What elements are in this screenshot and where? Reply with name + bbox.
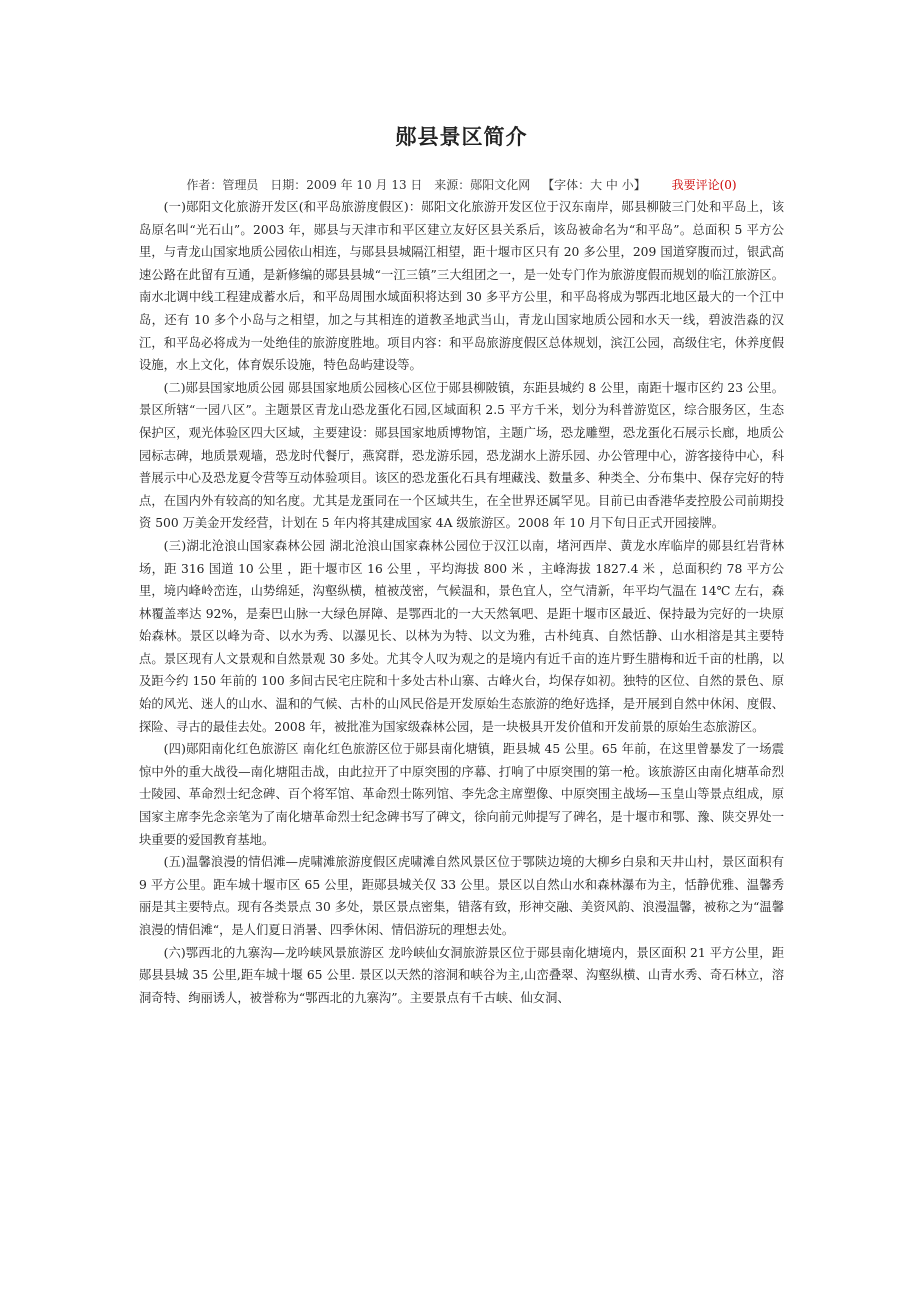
meta-source: 来源：郧阳文化网 [434, 178, 531, 192]
article-body [139, 196, 784, 1009]
meta-author: 作者：管理员 [186, 178, 259, 192]
paragraph: (五)温馨浪漫的情侣滩—虎啸滩旅游度假区虎啸滩自然风景区位于鄂陕边境的大柳乡白泉和天井山村，景区面积有 9 平方公里。距车城十堰市区 65 公里，距郧县城关仅 33 公里。景区以自然山水和森林瀑布为主，恬静优雅、温馨秀丽是其主要特点。现有各类景点 30 多处，景区景点密集，错落有致，形神交融、美资风韵、浪漫温馨，被称之为“温馨浪漫的情侣滩“，是人们夏日消暑、四季休闲、情侣游玩的理想去处。 [139, 855, 784, 937]
paragraph: (三)湖北沧浪山国家森林公园 湖北沧浪山国家森林公园位于汉江以南，堵河西岸、黄龙水库临岸的郧县红岩背林场，距 316 国道 10 公里 ，距十堰市区 16 公里 ，平均海拔 800 米 ，主峰海拔 1827.4 米 ，总面积约 78 平方公里，境内峰岭峦连，山势绵延，沟壑纵横，植被茂密，气候温和，景色宜人，空气清新，年平均气温在 14℃ 左右，森林覆盖率达 92%，是秦巴山脉一大绿色屏障、是鄂西北的一大天然氧吧、是距十堰市区最近、保持最为完好的一块原始森林。景区以峰为奇、以水为秀、以瀑见长、以林为为特、以文为雅，古朴纯真、自然恬静、山水相溶是其主要特点。景区现有人文景观和自然景观 30 多处。尤其令人叹为观之的是境内有近千亩的连片野生腊梅和近千亩的杜鹃，以及距今约 150 年前的 100 多间古民宅庄院和十多处古朴山寨、古峰火台，均保存如初。独特的区位、自然的景色、原始的风光、迷人的山水、温和的气候、古朴的山风民俗是开发原始生态旅游的绝好选择，是开展到自然中休闲、度假、探险、寻古的最佳去处。2008 年，被批准为国家级森林公园，是一块极具开发价值和开发前景的原始生态旅游区。 [139, 538, 784, 734]
paragraph: (一)郧阳文化旅游开发区(和平岛旅游度假区)：郧阳文化旅游开发区位于汉东南岸，郧县柳陂三门处和平岛上，该岛原名叫“光石山”。2003 年，郧县与天津市和平区建立友好区县关系后，该岛被命名为“和平岛”。总面积 5 平方公里，与青龙山国家地质公园依山相连，与郧县县城隔江相望，距十堰市区只有 20 多公里，209 国道穿腹而过，银武高速公路在此留有互通，是新修编的郧县县城“一江三镇”三大组团之一，是一处专门作为旅游度假而规划的临江旅游区。南水北调中线工程建成蓄水后，和平岛周围水域面积将达到 30 多平方公里，和平岛将成为鄂西北地区最大的一个江中岛，还有 10 多个小岛与之相望，加之与其相连的道教圣地武当山，青龙山国家地质公园和水天一线，碧波浩淼的汉江，和平岛必将成为一处绝佳的旅游度胜地。项目内容：和平岛旅游度假区总体规划，滨江公园，高级住宅，休养度假设施，水上文化，体育娱乐设施，特色岛屿建设等。 [139, 200, 784, 373]
font-size-selector[interactable]: 【字体：大 中 小】 [542, 178, 646, 192]
article-title: 郧县景区简介 [395, 125, 528, 149]
comment-link[interactable]: 我要评论(0) [671, 178, 737, 192]
article-page [139, 0, 784, 1009]
meta-date: 日期：2009 年 10 月 13 日 [270, 178, 423, 192]
paragraph: (二)郧县国家地质公园 郧县国家地质公园核心区位于郧县柳陂镇，东距县城约 8 公里，南距十堰市区约 23 公里。景区所辖“一园八区”。主题景区青龙山恐龙蛋化石园,区域面积 2.5 平方千米，划分为科普游览区，综合服务区，生态保护区，观光体验区四大区域，主要建设：郧县国家地质博物馆，主题广场，恐龙雕塑，恐龙蛋化石展示长廊，地质公园标志碑，地质景观墙，恐龙时代餐厅，燕窝群，恐龙游乐园，恐龙湖水上游乐园、办公管理中心，游客接待中心，科普展示中心及恐龙夏令营等互动体验项目。该区的恐龙蛋化石具有埋藏浅、数量多、种类全、分布集中、保存完好的特点，在国内外有较高的知名度。尤其是龙蛋同在一个区域共生，在全世界还属罕见。目前已由香港华麦控股公司前期投资 500 万美金开发经营，计划在 5 年内将其建成国家 4A 级旅游区。2008 年 10 月下旬日正式开园接牌。 [139, 380, 784, 531]
article-meta [139, 175, 784, 195]
paragraph: (四)郧阳南化红色旅游区 南化红色旅游区位于郧县南化塘镇，距县城 45 公里。65 年前，在这里曾暴发了一场震惊中外的重大战役—南化塘阻击战，由此拉开了中原突围的序幕、打响了中原突围的第一枪。该旅游区由南化塘革命烈士陵园、革命烈士纪念碑、百个将军馆、革命烈士陈列馆、李先念主席塑像、中原突围主战场—玉皇山等景点组成，原国家主席李先念亲笔为了南化塘革命烈士纪念碑书写了碑文，徐向前元帅提写了碑名，是十堰市和鄂、豫、陕交界处一块重要的爱国教育基地。 [139, 742, 784, 847]
paragraph: (六)鄂西北的九寨沟—龙吟峡风景旅游区 龙吟峡仙女洞旅游景区位于郧县南化塘境内，景区面积 21 平方公里，距郧县县城 35 公里,距车城十堰 65 公里. 景区以天然的溶洞和峡谷为主,山峦叠翠、沟壑纵横、山青水秀、奇石林立，溶洞奇特、绚丽诱人，被誉称为“鄂西北的九寨沟”。主要景点有千古峡、仙女洞、 [139, 945, 784, 1005]
